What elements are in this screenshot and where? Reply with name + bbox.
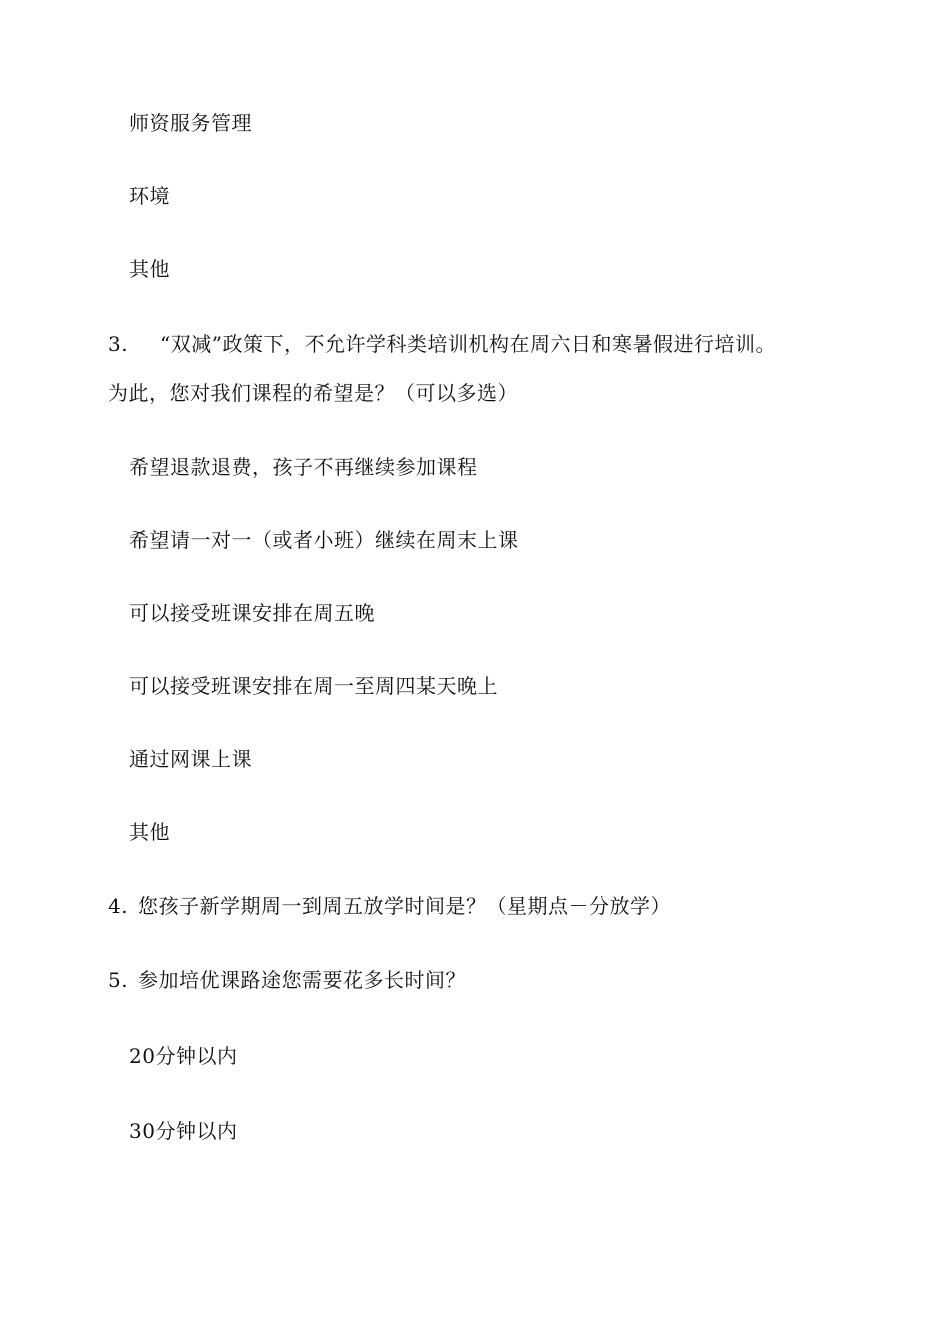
option-environment: 环境 bbox=[129, 184, 170, 208]
q3-option-weekday-evening: 可以接受班课安排在周一至周四某天晚上 bbox=[129, 674, 498, 698]
q3-option-refund: 希望退款退费，孩子不再继续参加课程 bbox=[129, 455, 478, 479]
question-5 bbox=[108, 967, 466, 993]
q3-option-other: 其他 bbox=[129, 820, 170, 844]
q5-option-30-minutes: 30分钟以内 bbox=[129, 1119, 238, 1143]
question-4 bbox=[108, 893, 671, 919]
q3-option-friday-evening: 可以接受班课安排在周五晚 bbox=[129, 601, 375, 625]
question-3 bbox=[108, 331, 776, 357]
option-teacher-service-management: 师资服务管理 bbox=[129, 111, 252, 135]
q3-option-one-on-one-weekend: 希望请一对一（或者小班）继续在周末上课 bbox=[129, 528, 519, 552]
q3-option-online-class: 通过网课上课 bbox=[129, 747, 252, 771]
question-text: 参加培优课路途您需要花多长时间？ bbox=[138, 968, 466, 992]
question-3-continued: 为此，您对我们课程的希望是？（可以多选） bbox=[108, 381, 518, 405]
question-number: 3. bbox=[108, 332, 129, 356]
question-text: “双减”政策下，不允许学科类培训机构在周六日和寒暑假进行培训。 bbox=[160, 332, 776, 356]
question-text: 您孩子新学期周一到周五放学时间是？（星期点－分放学） bbox=[138, 894, 671, 918]
option-other: 其他 bbox=[129, 257, 170, 281]
question-number: 5. bbox=[108, 968, 129, 992]
q5-option-20-minutes: 20分钟以内 bbox=[129, 1044, 238, 1068]
question-number: 4. bbox=[108, 894, 129, 918]
